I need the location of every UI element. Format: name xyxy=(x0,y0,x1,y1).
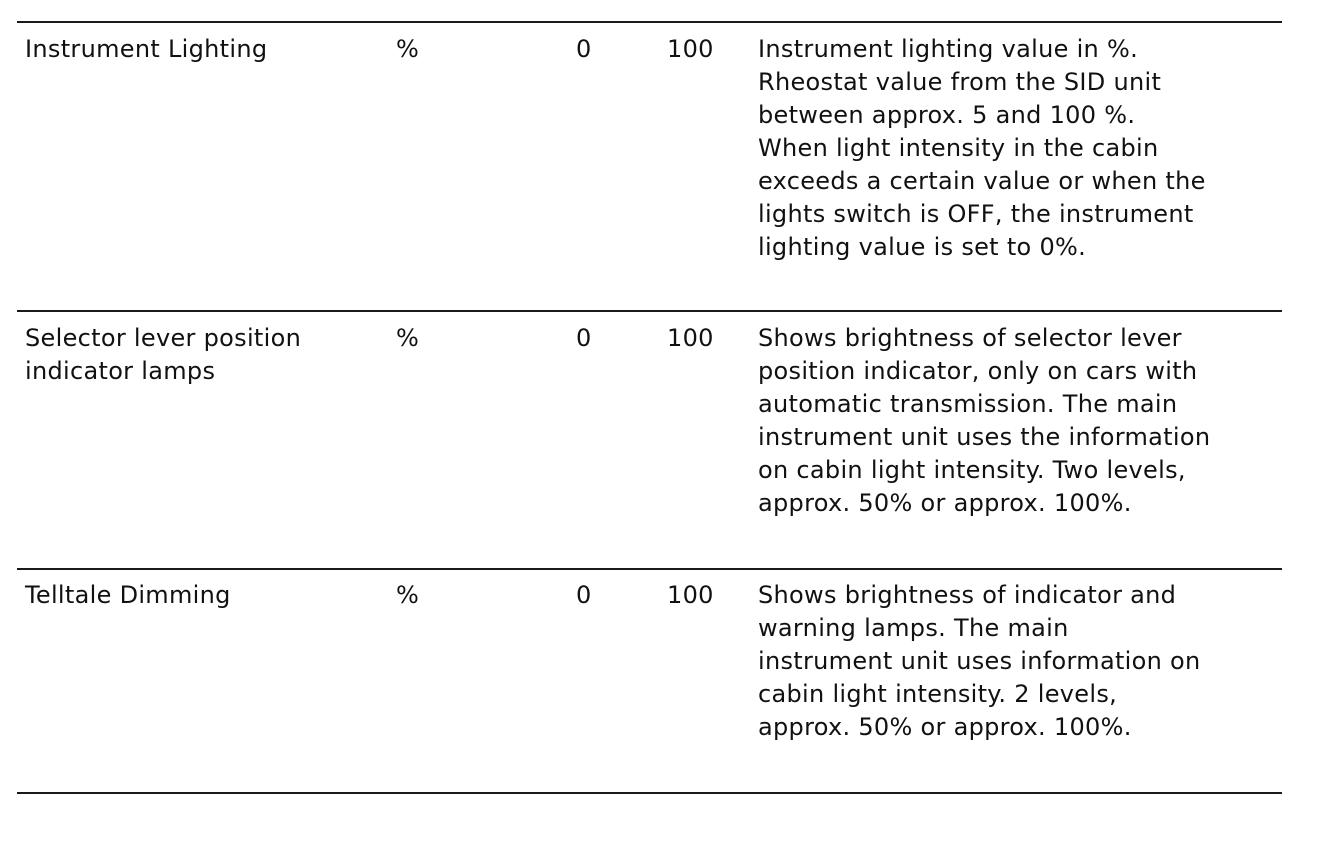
max-value-cell: 100 xyxy=(667,35,714,63)
unit-cell: % xyxy=(396,581,420,609)
min-value-cell: 0 xyxy=(576,581,592,609)
description-line: automatic transmission. The main xyxy=(758,390,1178,418)
description-line: lights switch is OFF, the instrument xyxy=(758,200,1194,228)
description-line: Instrument lighting value in %. xyxy=(758,35,1139,63)
description-line: exceeds a certain value or when the xyxy=(758,167,1206,195)
table-top-rule xyxy=(17,21,1282,23)
min-value-cell: 0 xyxy=(576,35,592,63)
description-line: Shows brightness of indicator and xyxy=(758,581,1177,609)
description-line: lighting value is set to 0%. xyxy=(758,233,1087,261)
description-cell xyxy=(758,33,1206,264)
parameter-name-line: Selector lever position xyxy=(25,324,302,352)
description-line: instrument unit uses the information xyxy=(758,423,1211,451)
description-line: approx. 50% or approx. 100%. xyxy=(758,489,1132,517)
row-divider xyxy=(17,310,1282,312)
max-value-cell: 100 xyxy=(667,324,714,352)
description-line: on cabin light intensity. Two levels, xyxy=(758,456,1186,484)
table-bottom-rule xyxy=(17,792,1282,794)
description-line: approx. 50% or approx. 100%. xyxy=(758,713,1132,741)
description-line: between approx. 5 and 100 %. xyxy=(758,101,1136,129)
max-value-cell: 100 xyxy=(667,581,714,609)
parameter-name-cell xyxy=(25,579,231,612)
parameter-name-cell xyxy=(25,33,267,66)
min-value-cell: 0 xyxy=(576,324,592,352)
description-line: Shows brightness of selector lever xyxy=(758,324,1182,352)
description-line: instrument unit uses information on xyxy=(758,647,1201,675)
parameter-name-line: Instrument Lighting xyxy=(25,35,268,63)
description-line: position indicator, only on cars with xyxy=(758,357,1198,385)
description-cell xyxy=(758,579,1201,744)
unit-cell: % xyxy=(396,35,420,63)
description-line: Rheostat value from the SID unit xyxy=(758,68,1162,96)
row-divider xyxy=(17,568,1282,570)
description-line: warning lamps. The main xyxy=(758,614,1069,642)
unit-cell: % xyxy=(396,324,420,352)
description-line: When light intensity in the cabin xyxy=(758,134,1159,162)
parameter-name-line: indicator lamps xyxy=(25,357,216,385)
description-cell xyxy=(758,322,1210,520)
parameter-name-cell xyxy=(25,322,301,388)
description-line: cabin light intensity. 2 levels, xyxy=(758,680,1118,708)
parameter-name-line: Telltale Dimming xyxy=(25,581,231,609)
